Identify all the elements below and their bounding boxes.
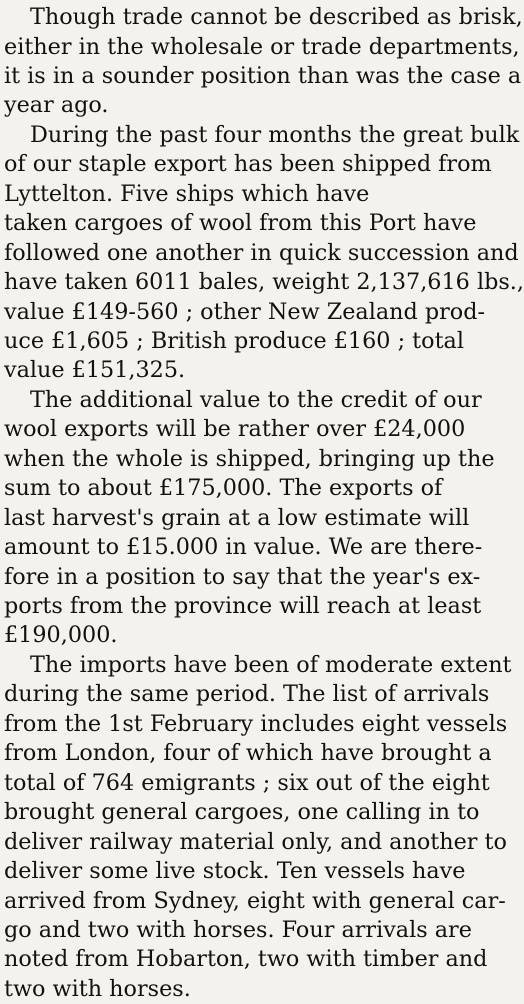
line-text: fore in a position to say that the year's ex- (4, 563, 481, 590)
text-line (4, 33, 520, 62)
line-text: ports from the province will reach at least (4, 593, 482, 619)
line-text: arrived from Sydney, eight with general car- (4, 887, 506, 914)
text-line (4, 415, 485, 444)
line-text: The imports have been of moderate extent (30, 651, 512, 678)
line-text: The additional value to the credit of our (30, 386, 482, 413)
line-text: last harvest's grain at a low estimate will (4, 504, 470, 531)
text-line (4, 474, 485, 503)
text-line (4, 621, 485, 650)
line-text: during the same period. The list of arrivals (4, 681, 490, 708)
line-text: it is in a sounder position than was the case a (4, 62, 522, 89)
text-line (4, 945, 488, 974)
text-line (4, 769, 490, 798)
line-text: have taken 6011 bales, weight 2,137,616 lbs., (4, 269, 524, 296)
text-line (30, 386, 485, 415)
text-line (30, 3, 523, 32)
line-text: deliver railway material only, and another to (4, 828, 507, 855)
line-text: followed one another in quick succession and (4, 239, 519, 266)
line-text: noted from Hobarton, two with timber and (4, 946, 488, 973)
text-line (4, 798, 485, 827)
text-line (4, 180, 485, 209)
text-line (4, 680, 490, 709)
line-text: brought general cargoes, one calling in to (4, 799, 480, 826)
text-line (4, 356, 485, 385)
line-text: value £149-560 ; other New Zealand prod- (4, 298, 486, 325)
line-text: when the whole is shipped, bringing up the (4, 445, 495, 472)
text-line (4, 916, 485, 945)
line-text: from the 1st February includes eight vessels (4, 710, 508, 737)
text-line (4, 504, 485, 533)
text-line (4, 62, 522, 91)
line-text: taken cargoes of wool from this Port have (4, 210, 477, 237)
line-text: Though trade cannot be described as brisk, (30, 4, 523, 30)
text-line (4, 533, 485, 562)
text-line (4, 239, 519, 268)
text-line (4, 975, 485, 1004)
line-text: go and two with horses. Four arrivals are (4, 916, 472, 943)
line-text: year ago. (4, 92, 109, 119)
line-text: value £151,325. (4, 357, 186, 384)
line-text: sum to about £175,000. The exports of (4, 475, 443, 502)
text-line (4, 592, 485, 621)
text-line (4, 563, 485, 592)
text-line (4, 739, 492, 768)
text-line (4, 327, 485, 356)
line-text: £190,000. (4, 622, 118, 649)
line-text: of our staple export has been shipped from (4, 151, 492, 178)
line-text: uce £1,605 ; British produce £160 ; total (4, 327, 464, 354)
text-line (4, 209, 485, 238)
line-text: amount to £15.000 in value. We are there- (4, 534, 483, 561)
text-line (4, 828, 507, 857)
text-line (4, 445, 495, 474)
line-text: During the past four months the great bulk (30, 121, 520, 148)
line-text: either in the wholesale or trade departments, (4, 33, 520, 60)
text-line (30, 651, 512, 680)
text-line (4, 91, 485, 120)
text-line (4, 298, 485, 327)
line-text: deliver some live stock. Ten vessels have (4, 858, 466, 884)
line-text: from London, four of which have brought a (4, 740, 492, 767)
text-line (4, 268, 524, 297)
line-text: Lyttelton. Five ships which have (4, 180, 370, 207)
text-line (4, 710, 508, 739)
text-line (4, 887, 506, 916)
line-text: two with horses. (4, 975, 191, 1002)
text-line (4, 857, 485, 886)
text-line (30, 121, 520, 150)
text-line (4, 150, 492, 179)
line-text: wool exports will be rather over £24,000 (4, 416, 466, 443)
line-text: total of 764 emigrants ; six out of the eight (4, 769, 490, 796)
